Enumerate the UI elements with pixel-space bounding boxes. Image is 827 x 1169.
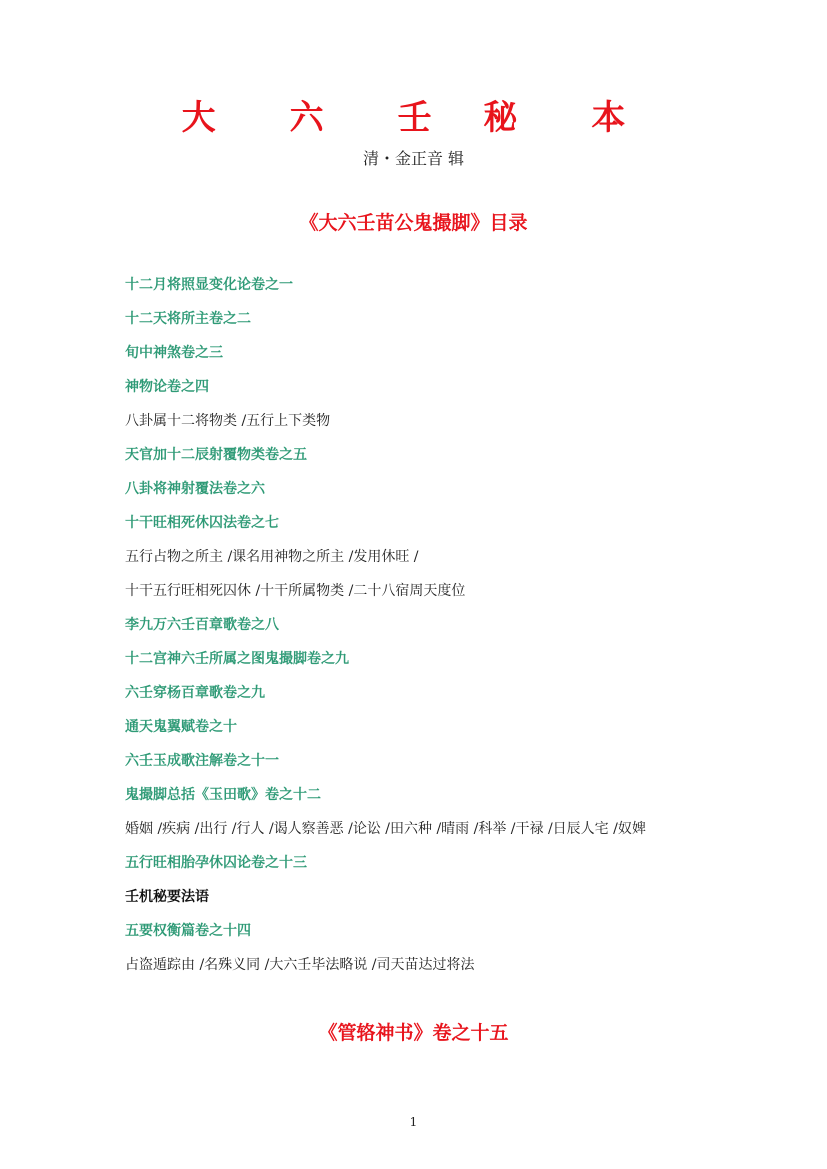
toc-chapter-link[interactable]: 李九万六壬百章歌卷之八: [125, 617, 279, 633]
toc-subentry: 十干五行旺相死囚休 /十干所属物类 /二十八宿周天度位: [125, 583, 466, 599]
toc-chapter-link[interactable]: 六壬玉成歌注解卷之十一: [125, 753, 279, 769]
toc-chapter-link[interactable]: 五行旺相胎孕休囚论卷之十三: [125, 855, 307, 871]
toc-chapter-link[interactable]: 神物论卷之四: [125, 379, 209, 395]
toc-heading: 《大六壬苗公鬼撮脚》目录: [299, 212, 528, 234]
toc-subentry: 八卦属十二将物类 /五行上下类物: [125, 413, 331, 429]
toc-subentry: 婚姻 /疾病 /出行 /行人 /谒人察善恶 /论讼 /田六种 /晴雨 /科举 /干禄 /日辰人宅 /奴婢: [125, 821, 646, 837]
author-line: 清・金正音 辑: [362, 149, 465, 168]
toc-subentry: 占盗遁踪由 /名殊义同 /大六壬毕法略说 /司天苗达过将法: [125, 957, 475, 973]
toc-chapter-link[interactable]: 通天鬼翼赋卷之十: [125, 719, 237, 735]
section-heading-guanlu: 《管辂神书》卷之十五: [318, 1022, 509, 1044]
page-number: 1: [409, 1115, 418, 1129]
toc-chapter-link[interactable]: 十二宫神六壬所属之图鬼撮脚卷之九: [125, 651, 349, 667]
toc-chapter-link[interactable]: 十干旺相死休囚法卷之七: [125, 515, 279, 531]
toc-chapter-link[interactable]: 旬中神煞卷之三: [125, 345, 223, 361]
toc-subentry: 五行占物之所主 /课名用神物之所主 /发用休旺 /: [125, 549, 419, 565]
toc-subentry: 壬机秘要法语: [125, 889, 209, 905]
toc-chapter-link[interactable]: 五要权衡篇卷之十四: [125, 923, 251, 939]
toc-chapter-link[interactable]: 十二天将所主卷之二: [125, 311, 251, 327]
toc-chapter-link[interactable]: 八卦将神射覆法卷之六: [125, 481, 265, 497]
table-of-contents: [125, 274, 745, 988]
document-title: 大 六 壬 秘 本: [181, 98, 646, 138]
toc-chapter-link[interactable]: 天官加十二辰射覆物类卷之五: [125, 447, 307, 463]
toc-chapter-link[interactable]: 十二月将照显变化论卷之一: [125, 277, 293, 293]
toc-chapter-link[interactable]: 鬼撮脚总括《玉田歌》卷之十二: [125, 787, 321, 803]
toc-chapter-link[interactable]: 六壬穿杨百章歌卷之九: [125, 685, 265, 701]
